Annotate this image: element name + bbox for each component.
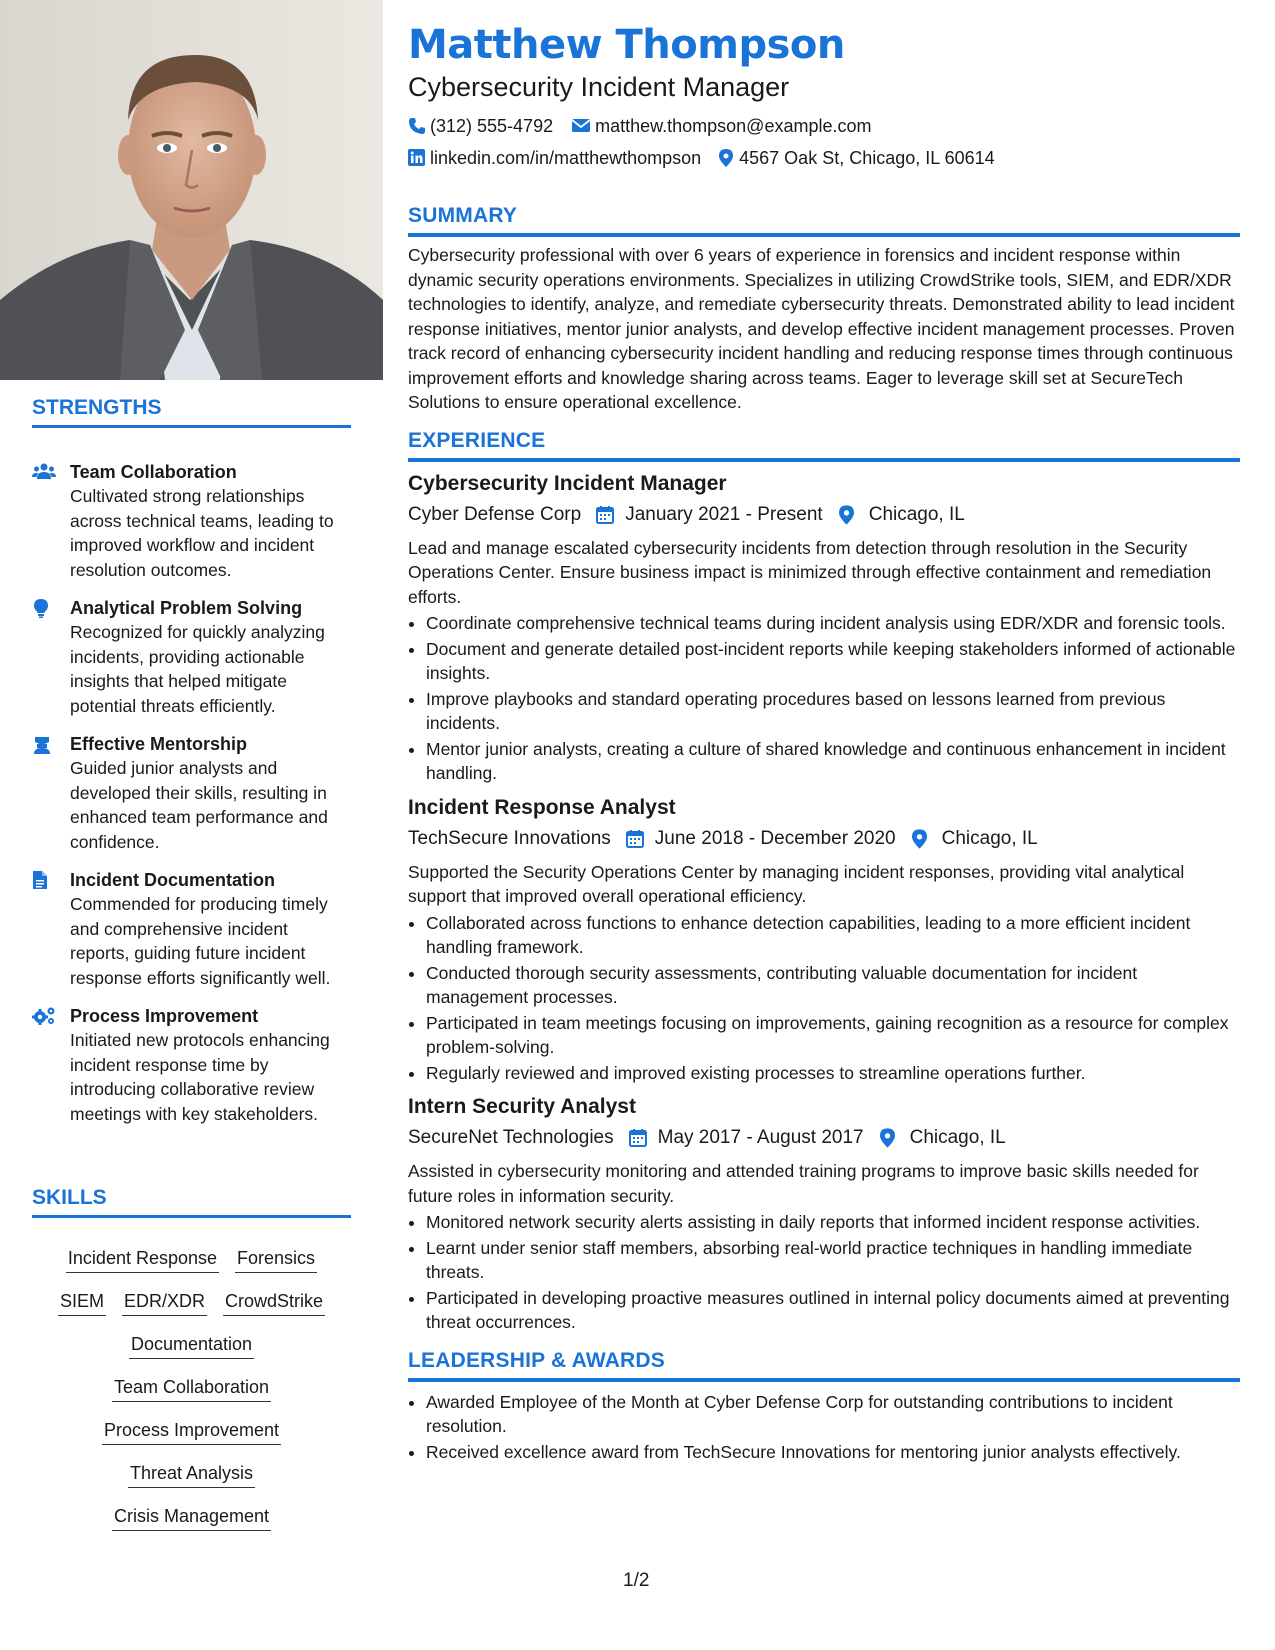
strength-item [32,596,351,718]
job-location: Chicago, IL [941,827,1038,849]
skill-tag: Crisis Management [112,1504,271,1531]
job-bullet: • Monitored network security alerts assisting in daily reports that informed incident response activities. [426,1210,1240,1235]
job-bullet: • Regularly reviewed and improved existing processes to streamline operations further. [426,1061,1240,1086]
job-entry [408,470,1240,786]
profile-photo [0,0,383,380]
strengths-list [32,460,351,1140]
job-meta [408,1123,1240,1153]
job-bullets [408,611,1240,786]
job-company: SecureNet Technologies [408,1127,614,1148]
calendar-icon [595,505,615,525]
job-description: Lead and manage escalated cybersecurity incidents from detection through resolution in the Security Operations Center. Ensure business impact is minimized through effective containment and remediation efforts. [408,537,1212,607]
graduation-cap-icon [32,732,70,756]
phone-text: (312) 555-4792 [430,116,554,136]
calendar-icon [625,829,645,849]
job-role: Incident Response Analyst [408,795,676,819]
job-bullet: • Collaborated across functions to enhance detection capabilities, leading to a more efficient incident handling framework. [426,911,1240,960]
strength-name: Incident Documentation [70,870,276,890]
job-bullet: • Coordinate comprehensive technical teams during incident analysis using EDR/XDR and forensic tools. [426,611,1240,636]
skill-tag: Process Improvement [102,1418,281,1445]
strengths-heading: STRENGTHS [32,396,351,428]
strength-name: Process Improvement [70,1006,259,1026]
job-meta [408,500,1240,530]
strength-desc: Cultivated strong relationships across technical teams, leading to improved workflow and incident resolution outcomes. [70,486,334,580]
strength-name: Effective Mentorship [70,734,248,754]
strength-name: Analytical Problem Solving [70,598,303,618]
strength-name: Team Collaboration [70,462,237,482]
strength-item [32,868,351,990]
strength-item [32,732,351,854]
candidate-name: Matthew Thompson [408,22,845,68]
location-pin-icon [719,149,735,167]
job-bullet: • Improve playbooks and standard operating procedures based on lessons learned from previous incidents. [426,687,1240,736]
awards-heading: LEADERSHIP & AWARDS [408,1349,1240,1382]
award-item: • Received excellence award from TechSecure Innovations for mentoring junior analysts effectively. [426,1440,1240,1465]
linkedin-text: linkedin.com/in/matthewthompson [430,148,702,168]
strength-item [32,460,351,582]
job-bullet: • Mentor junior analysts, creating a culture of shared knowledge and continuous enhancement in incident handling. [426,737,1240,786]
page-number: 1/2 [623,1570,650,1591]
job-bullet: • Participated in developing proactive measures outlined in internal policy documents aimed at preventing threat occurrences. [426,1286,1240,1335]
job-dates: January 2021 - Present [625,503,823,525]
skill-tag: Forensics [235,1246,317,1273]
document-icon [32,868,70,892]
linkedin-contact[interactable] [408,142,701,174]
email-contact[interactable] [571,110,871,142]
job-description: Supported the Security Operations Center by managing incident responses, providing vital analytical support that improved overall operational efficiency. [408,861,1185,906]
strength-item [32,1004,351,1126]
email-text: matthew.thompson@example.com [595,116,872,136]
job-entry [408,1093,1240,1335]
address-contact [719,142,995,174]
job-role: Intern Security Analyst [408,1095,636,1118]
strength-desc: Initiated new protocols enhancing incident response time by introducing collaborative review meetings with key stakeholders. [70,1030,330,1124]
job-bullets [408,911,1240,1086]
skills-heading: SKILLS [32,1186,351,1218]
skill-tag: EDR/XDR [122,1289,207,1316]
experience-heading: EXPERIENCE [408,429,1240,462]
lightbulb-icon [32,596,70,620]
strength-desc: Guided junior analysts and developed their skills, resulting in enhanced team performance and confidence. [70,758,328,852]
job-company: TechSecure Innovations [408,827,611,849]
phone-contact[interactable] [408,110,553,142]
job-meta [408,824,1240,854]
address-text: 4567 Oak St, Chicago, IL 60614 [739,148,995,168]
job-bullet: • Participated in team meetings focusing on improvements, gaining recognition as a resource for complex problem-solving. [426,1011,1240,1060]
job-bullet: • Conducted thorough security assessments, contributing valuable documentation for incident management processes. [426,961,1240,1010]
strength-desc: Recognized for quickly analyzing incidents, providing actionable insights that helped mitigate potential threats efficiently. [70,622,325,716]
job-bullet: • Document and generate detailed post-incident reports while keeping stakeholders informed of actionable insights. [426,637,1240,686]
award-item: • Awarded Employee of the Month at Cyber Defense Corp for outstanding contributions to incident resolution. [426,1390,1240,1439]
users-icon [32,460,70,484]
job-bullet: • Learnt under senior staff members, absorbing real-world practice techniques in handling immediate threats. [426,1236,1240,1285]
skill-tag: SIEM [58,1289,106,1316]
email-icon [571,117,591,135]
job-company: Cyber Defense Corp [408,503,582,525]
gears-icon [32,1004,70,1028]
phone-icon [408,117,426,135]
job-role: Cybersecurity Incident Manager [408,471,727,495]
skills-list [32,1246,351,1547]
skill-tag: Incident Response [66,1246,219,1273]
job-description: Assisted in cybersecurity monitoring and attended training programs to improve basic skills needed for future roles in information security. [408,1161,1199,1206]
summary-heading: SUMMARY [408,204,1240,237]
skill-tag: Documentation [129,1332,254,1359]
calendar-icon [628,1128,648,1148]
job-dates: May 2017 - August 2017 [657,1127,864,1148]
summary-text: Cybersecurity professional with over 6 years of experience in forensics and incident response within dynamic security operations environments. Specializes in utilizing CrowdStrike tools, SIEM, and EDR/XDR technologies to identify, analyze, and remediate cybersecurity threats. Demonstrated ability to lead incident response initiatives, mentor junior analysts, and develop effective incident management processes. Proven track record of enhancing cybersecurity incident handling and reducing response times through continuous improvement efforts and knowledge sharing across teams. Eager to leverage skill set at SecureTech Solutions to ensure operational excellence. [408,245,1235,412]
candidate-title: Cybersecurity Incident Manager [408,72,790,102]
job-location: Chicago, IL [868,503,965,525]
contact-row [408,110,1240,142]
skill-tag: Team Collaboration [112,1375,271,1402]
location-pin-icon [880,1128,900,1148]
linkedin-icon [408,149,426,167]
job-entry [408,794,1240,1086]
awards-list [408,1390,1240,1465]
contact-row [408,142,1240,174]
job-dates: June 2018 - December 2020 [654,827,896,849]
skill-tag: CrowdStrike [223,1289,325,1316]
location-pin-icon [839,505,859,525]
job-bullets [408,1210,1240,1335]
location-pin-icon [912,829,932,849]
main-content [408,20,1240,1465]
sidebar [0,0,383,1650]
skill-tag: Threat Analysis [128,1461,255,1488]
job-location: Chicago, IL [909,1127,1006,1148]
strength-desc: Commended for producing timely and comprehensive incident reports, guiding future incident response efforts significantly well. [70,894,331,988]
